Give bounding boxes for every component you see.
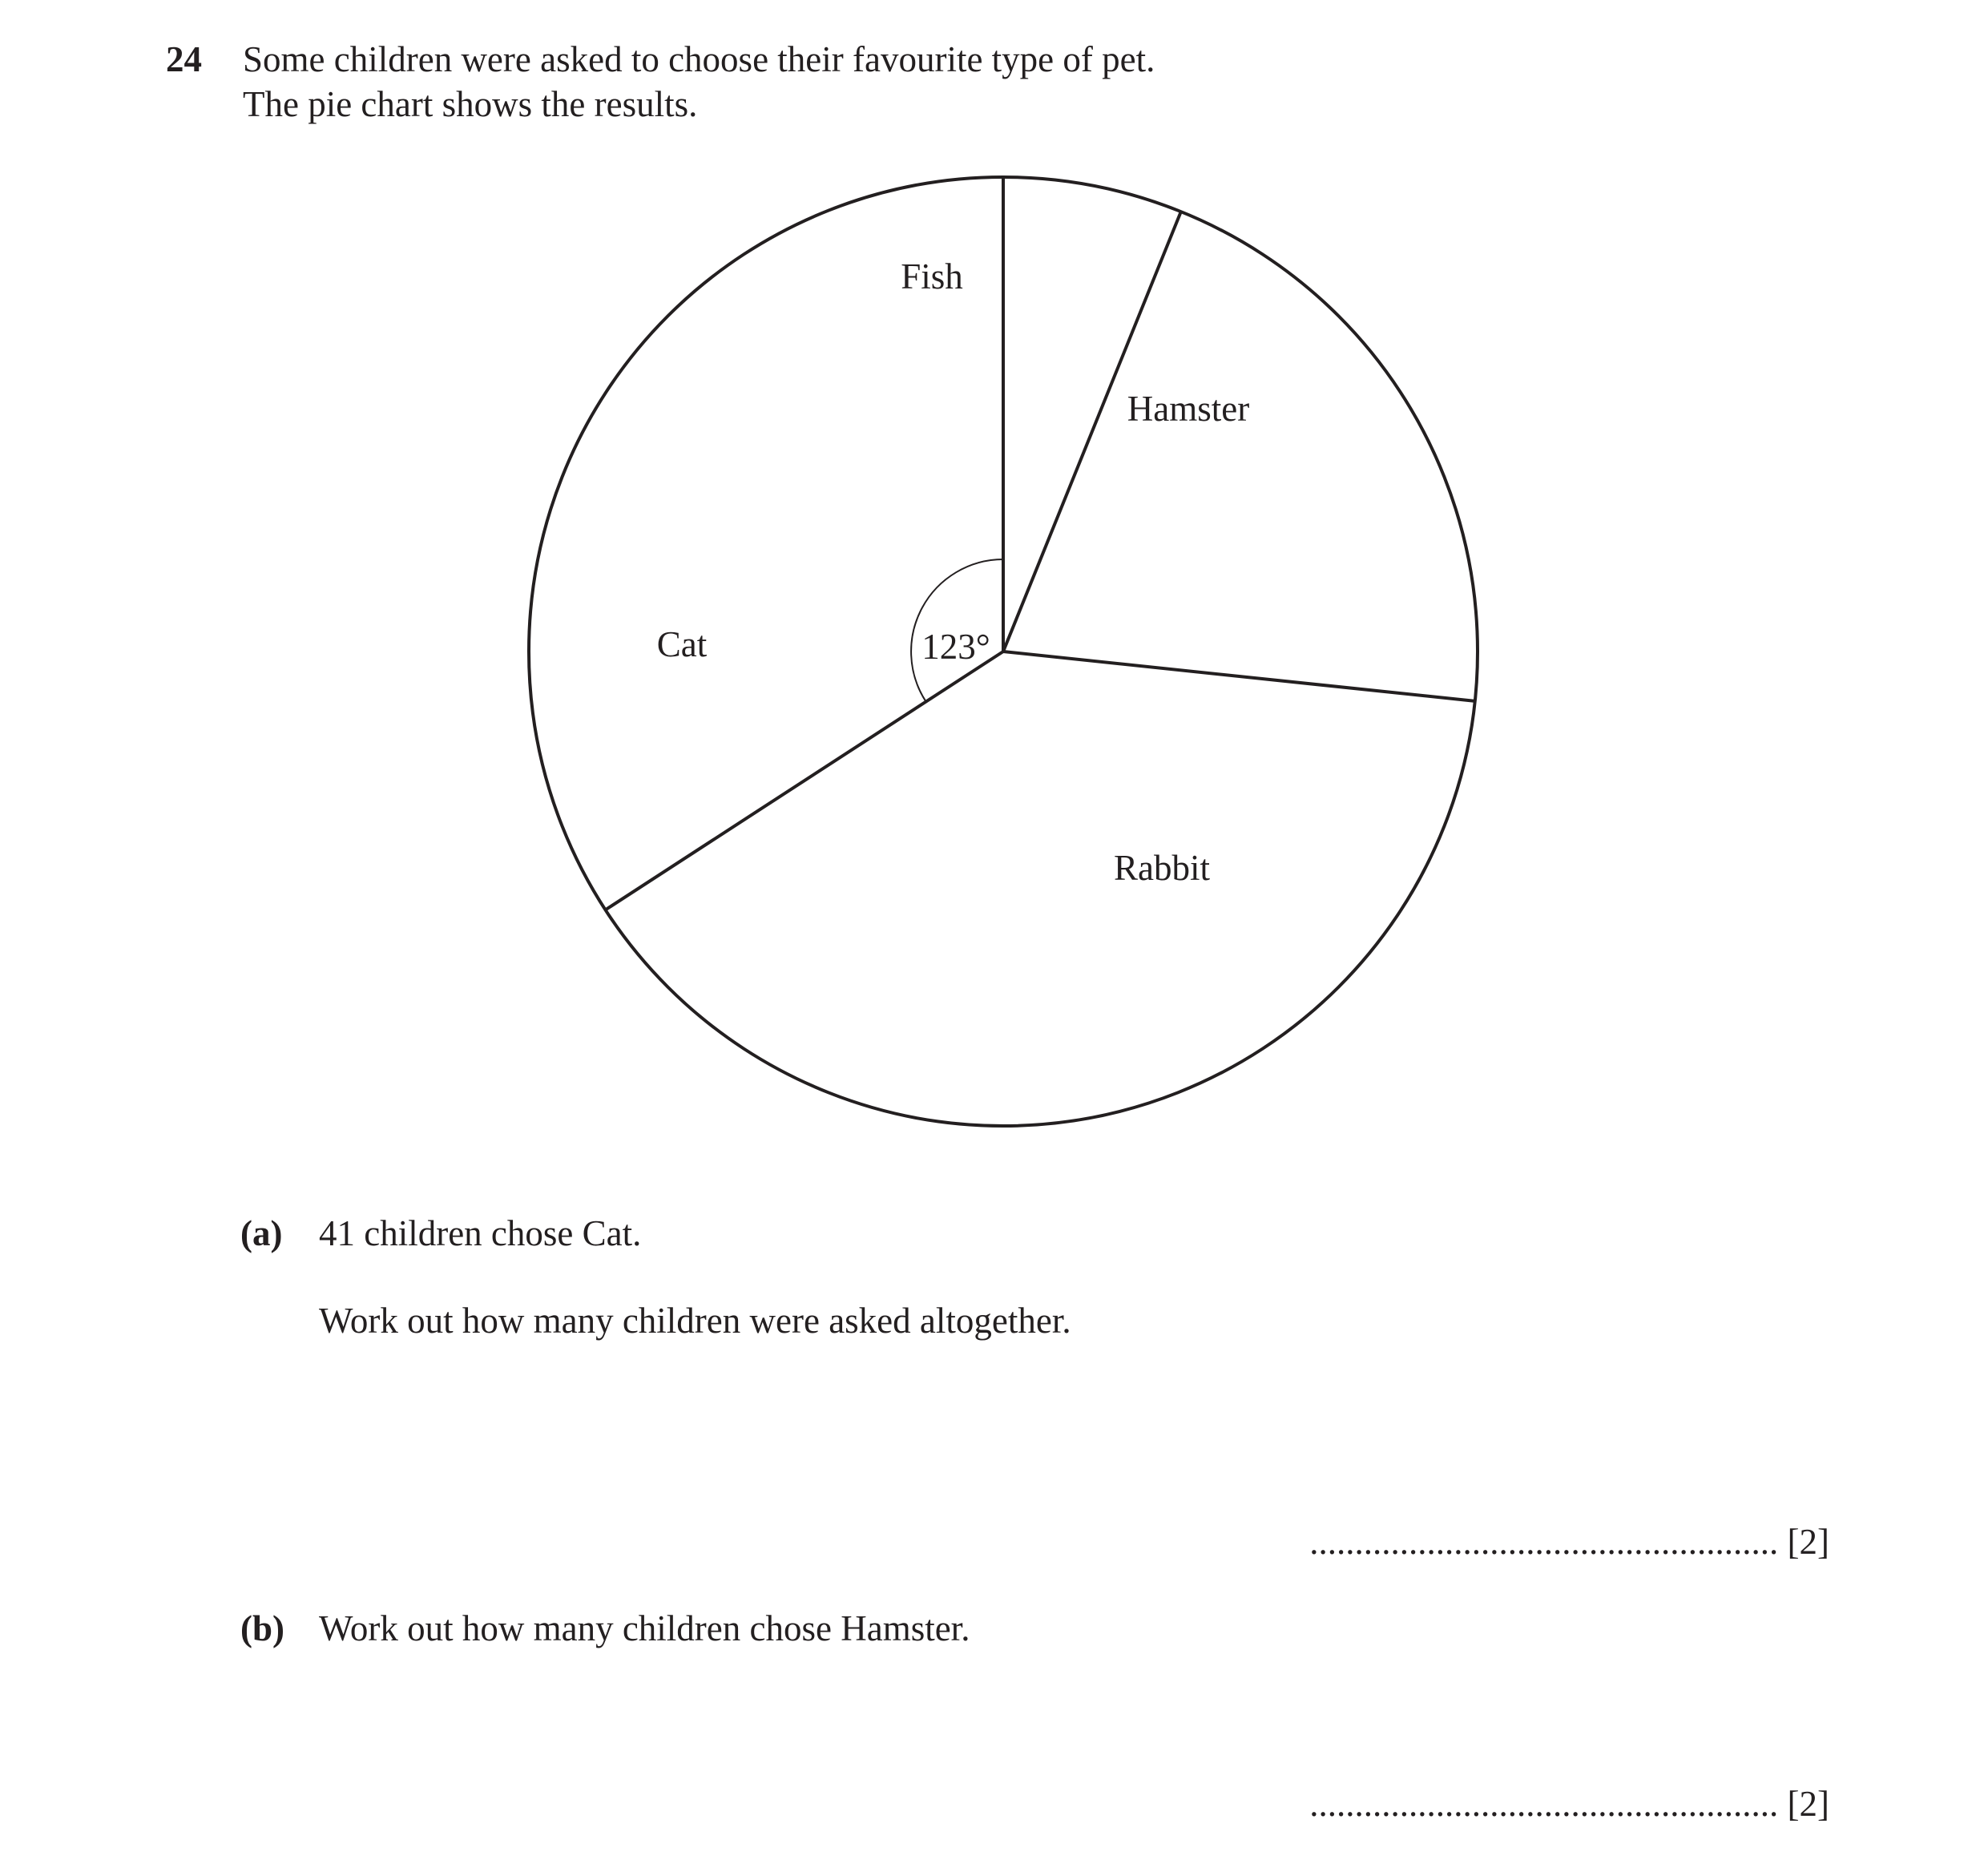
- intro-line-1: Some children were asked to choose their favourite type of pet.: [243, 39, 1155, 79]
- part-b-label: (b): [240, 1608, 284, 1648]
- part-a-answer: [1309, 1519, 1829, 1564]
- part-a-text-1: 41 children chose Cat.: [319, 1213, 642, 1253]
- part-a-label: (a): [240, 1213, 283, 1253]
- intro-line-2: The pie chart shows the results.: [243, 84, 698, 124]
- slice-label-rabbit: Rabbit: [1114, 848, 1210, 888]
- part-a-text-2: Work out how many children were asked altogether.: [319, 1301, 1071, 1341]
- slice-label-cat: Cat: [656, 624, 708, 664]
- slice-label-fish: Fish: [901, 256, 963, 297]
- part-b-answer: [1309, 1781, 1829, 1826]
- marks-label: [2]: [1787, 1784, 1829, 1824]
- answer-dots[interactable]: ....................................................: [1309, 1522, 1779, 1562]
- cat-angle-label: 123°: [921, 627, 990, 667]
- answer-dots[interactable]: ....................................................: [1309, 1784, 1779, 1824]
- question-number: 24: [166, 39, 202, 79]
- part-b-text-1: Work out how many children chose Hamster.: [319, 1608, 970, 1648]
- marks-label: [2]: [1787, 1522, 1829, 1562]
- slice-label-hamster: Hamster: [1127, 389, 1250, 429]
